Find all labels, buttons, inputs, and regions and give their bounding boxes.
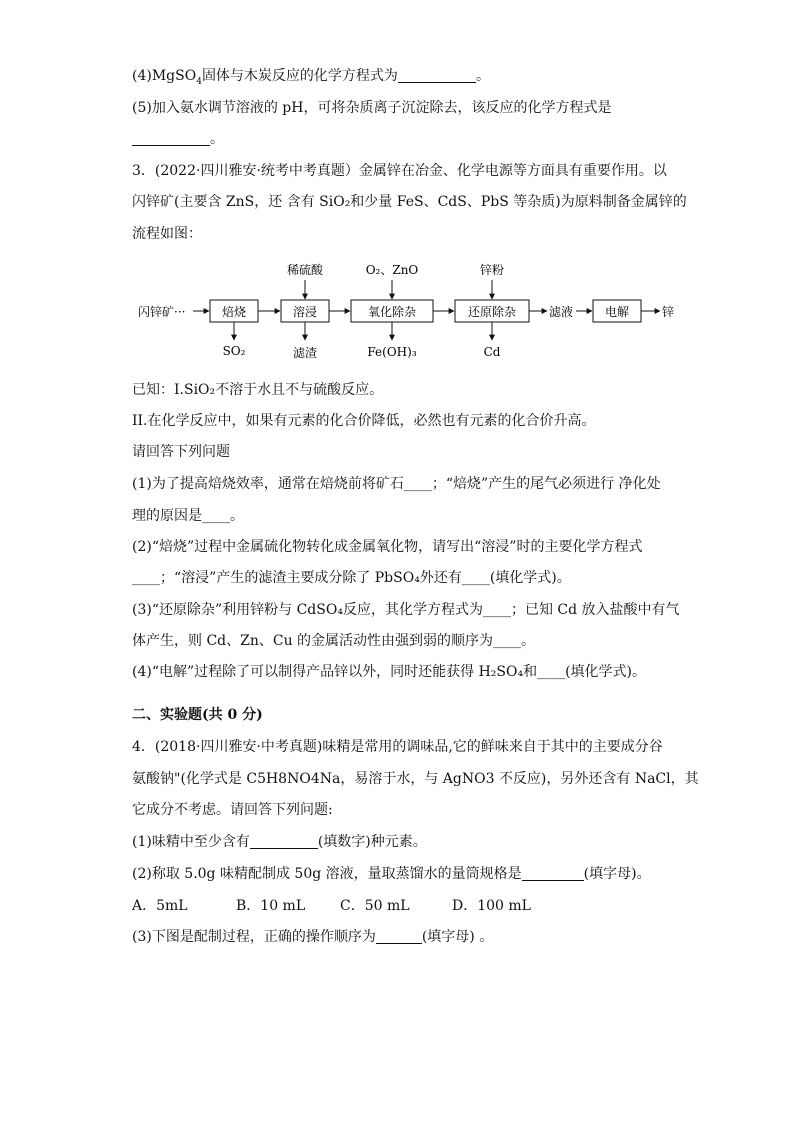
q4-p3-text2: (填字母) 。 (421, 929, 494, 945)
q3-intro-line2: 闪锌矿(主要含 ZnS，还 含有 SiO₂和少量 FeS、CdS、PbS 等杂质)为原料制备金属锌的 (132, 194, 687, 210)
q4-p2-text2: (填字母)。 (583, 866, 651, 882)
option-c[interactable]: C．50 mL (340, 898, 410, 914)
answer-blank[interactable] (522, 866, 584, 881)
q3-p2-line2: ____；“溶浸”产生的滤渣主要成分除了 PbSO₄外还有____(填化学式)。 (132, 570, 571, 586)
q3-p3-line1: (3)“还原除杂”利用锌粉与 CdSO₄反应，其化学方程式为____；已知 Cd 放入盐酸中有气 (132, 602, 680, 618)
q4-p1 (132, 832, 427, 852)
q3-intro-line1: 3．(2022·四川雅安·统考中考真题）金属锌在冶金、化学电源等方面具有重要作用。以 (132, 163, 667, 179)
flow-filtrate: 滤液 (549, 305, 574, 319)
q2-item5-end: 。 (210, 131, 224, 147)
q4-p1-text: (1)味精中至少含有 (132, 834, 250, 850)
q3-p4-line1: (4)“电解”过程除了可以制得产品锌以外，同时还能获得 H₂SO₄和____(填化学式)。 (132, 664, 647, 680)
flow-input-o2-zno: O₂、ZnO (365, 263, 419, 277)
q2-item4-end: 。 (475, 68, 490, 84)
q4-intro-line2: 氨酸钠"(化学式是 C5H8NO4Na，易溶于水，与 AgNO3 不反应)，另外还含有 NaCl，其 (132, 771, 699, 787)
answer-blank[interactable] (376, 929, 422, 944)
q2-item5-text: (5)加入氨水调节溶液的 pH，可将杂质离子沉淀除去，该反应的化学方程式是 (132, 100, 612, 116)
q4-intro-line1: 4．(2018·四川雅安·中考真题)味精是常用的调味品,它的鲜味来自于其中的主要成分谷 (132, 739, 663, 755)
option-b[interactable]: B．10 mL (236, 898, 306, 914)
q4-p3-text: (3)下图是配制过程，正确的操作顺序为 (132, 929, 376, 945)
flow-step-label: 电解 (604, 305, 630, 319)
flow-step-label: 还原除杂 (467, 305, 517, 319)
section-title: 二、实验题(共 0 分) (132, 707, 263, 723)
q4-p1-text2: (填数字)种元素。 (317, 834, 427, 850)
flow-step-label: 溶浸 (292, 305, 318, 319)
q2-item4-text: (4)MgSO (132, 68, 197, 84)
process-flow-diagram (0, 0, 794, 380)
flow-output-feoh3: Fe(OH)₃ (367, 345, 417, 359)
q4-p2 (132, 864, 651, 884)
flow-product-zinc: 锌 (662, 305, 675, 319)
q4-intro-line3: 它成分不考虑。请回答下列问题: (132, 802, 333, 818)
flow-output-so2: SO₂ (222, 344, 246, 358)
flow-step-label: 氧化除杂 (367, 305, 417, 319)
q3-known2: II.在化学反应中，如果有元素的化合价降低，必然也有元素的化合价升高。 (132, 413, 596, 429)
flow-input-acid: 稀硫酸 (286, 263, 324, 277)
q4-p3 (132, 927, 493, 947)
answer-blank[interactable] (250, 834, 318, 849)
q3-p3-line2: 体产生，则 Cd、Zn、Cu 的金属活动性由强到弱的顺序为____。 (132, 633, 536, 649)
flow-input-zinc-powder: 锌粉 (479, 263, 505, 277)
q3-known1: 已知：I.SiO₂不溶于水且不与硫酸反应。 (132, 382, 384, 398)
q3-p1-line2: 理的原因是____。 (132, 508, 244, 524)
flow-step-label: 焙烧 (221, 305, 247, 319)
option-a[interactable]: A．5mL (132, 898, 188, 914)
q3-p1-line1: (1)为了提高焙烧效率，通常在焙烧前将矿石____；“焙烧”产生的尾气必须进行 净化处 (132, 476, 661, 492)
q2-item4-text2: 固体与木炭反应的化学方程式为 (201, 68, 398, 84)
flow-output-residue: 滤渣 (292, 346, 318, 360)
q2-item4-subscript: 4 (196, 76, 202, 87)
option-d[interactable]: D．100 mL (452, 898, 531, 914)
q3-intro-line3: 流程如图： (132, 226, 202, 242)
q4-options (132, 896, 531, 916)
q3-prompt: 请回答下列问题 (132, 444, 230, 460)
flow-output-cd: Cd (483, 345, 501, 359)
q3-p2-line1: (2)“焙烧”过程中金属硫化物转化成金属氧化物，请写出“溶浸”时的主要化学方程式 (132, 539, 643, 555)
flow-start: 闪锌矿··· (138, 305, 186, 319)
q4-p2-text: (2)称取 5.0g 味精配制成 50g 溶液，量取蒸馏水的量筒规格是 (132, 866, 522, 882)
